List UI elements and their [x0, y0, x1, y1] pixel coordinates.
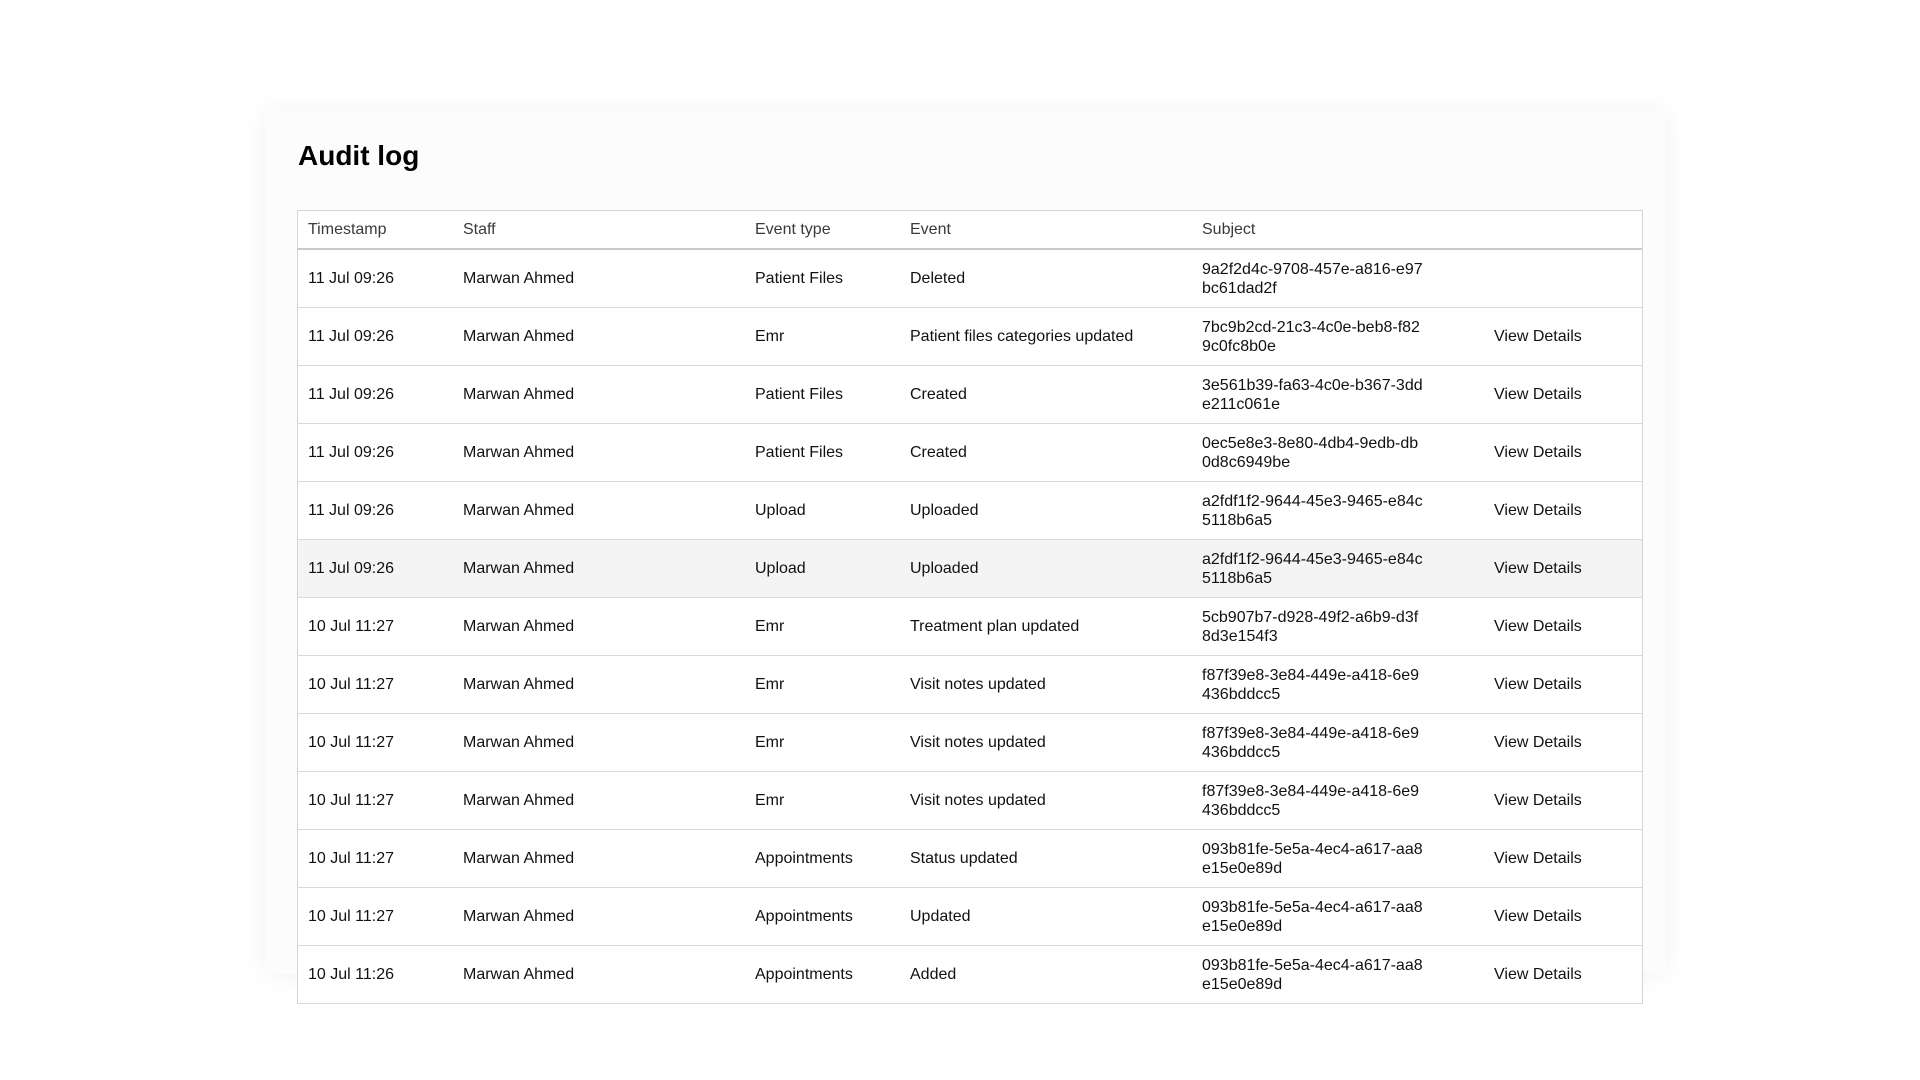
- audit-log-panel: [265, 111, 1666, 993]
- cell-event: Updated: [900, 888, 1192, 946]
- cell-timestamp: 10 Jul 11:27: [298, 772, 453, 830]
- view-details-link[interactable]: View Details: [1494, 502, 1582, 519]
- cell-event-type: Patient Files: [745, 366, 900, 424]
- column-header-subject: Subject: [1192, 211, 1484, 249]
- cell-subject: 093b81fe-5e5a-4ec4-a617-aa8e15e0e89d: [1192, 830, 1484, 888]
- cell-timestamp: 10 Jul 11:27: [298, 888, 453, 946]
- cell-staff: Marwan Ahmed: [453, 772, 745, 830]
- cell-timestamp: 11 Jul 09:26: [298, 249, 453, 308]
- cell-timestamp: 10 Jul 11:27: [298, 714, 453, 772]
- cell-event: Deleted: [900, 249, 1192, 308]
- view-details-link[interactable]: View Details: [1494, 560, 1582, 577]
- table-row: [298, 424, 1642, 482]
- table-row: [298, 482, 1642, 540]
- cell-event: Visit notes updated: [900, 772, 1192, 830]
- table-row: [298, 888, 1642, 946]
- cell-timestamp: 10 Jul 11:27: [298, 598, 453, 656]
- audit-log-table-container[interactable]: [297, 210, 1643, 1004]
- view-details-link[interactable]: View Details: [1494, 966, 1582, 983]
- cell-staff: Marwan Ahmed: [453, 656, 745, 714]
- cell-subject: 9a2f2d4c-9708-457e-a816-e97bc61dad2f: [1192, 249, 1484, 308]
- cell-timestamp: 10 Jul 11:26: [298, 946, 453, 1004]
- cell-event-type: Emr: [745, 772, 900, 830]
- cell-event-type: Emr: [745, 714, 900, 772]
- table-body: [298, 249, 1642, 1004]
- view-details-link[interactable]: View Details: [1494, 444, 1582, 461]
- table-row: [298, 249, 1642, 308]
- header-row: [298, 211, 1642, 249]
- cell-event: Patient files categories updated: [900, 308, 1192, 366]
- table-row: [298, 366, 1642, 424]
- cell-action: [1484, 830, 1642, 888]
- cell-timestamp: 10 Jul 11:27: [298, 656, 453, 714]
- audit-log-table: [298, 211, 1642, 1004]
- cell-subject: 5cb907b7-d928-49f2-a6b9-d3f8d3e154f3: [1192, 598, 1484, 656]
- cell-subject: a2fdf1f2-9644-45e3-9465-e84c5118b6a5: [1192, 540, 1484, 598]
- table-row: [298, 772, 1642, 830]
- cell-staff: Marwan Ahmed: [453, 946, 745, 1004]
- cell-staff: Marwan Ahmed: [453, 308, 745, 366]
- cell-subject: 3e561b39-fa63-4c0e-b367-3dde211c061e: [1192, 366, 1484, 424]
- cell-action: [1484, 946, 1642, 1004]
- view-details-link[interactable]: View Details: [1494, 328, 1582, 345]
- view-details-link[interactable]: View Details: [1494, 734, 1582, 751]
- cell-timestamp: 11 Jul 09:26: [298, 366, 453, 424]
- view-details-link[interactable]: View Details: [1494, 908, 1582, 925]
- cell-action: [1484, 656, 1642, 714]
- cell-action: [1484, 888, 1642, 946]
- cell-timestamp: 11 Jul 09:26: [298, 424, 453, 482]
- column-header-actions: [1484, 211, 1642, 249]
- cell-event: Uploaded: [900, 482, 1192, 540]
- cell-staff: Marwan Ahmed: [453, 249, 745, 308]
- cell-subject: f87f39e8-3e84-449e-a418-6e9436bddcc5: [1192, 656, 1484, 714]
- cell-action: [1484, 424, 1642, 482]
- cell-staff: Marwan Ahmed: [453, 540, 745, 598]
- column-header-event: Event: [900, 211, 1192, 249]
- cell-staff: Marwan Ahmed: [453, 888, 745, 946]
- cell-subject: a2fdf1f2-9644-45e3-9465-e84c5118b6a5: [1192, 482, 1484, 540]
- cell-event-type: Upload: [745, 540, 900, 598]
- cell-subject: f87f39e8-3e84-449e-a418-6e9436bddcc5: [1192, 714, 1484, 772]
- cell-subject: 093b81fe-5e5a-4ec4-a617-aa8e15e0e89d: [1192, 888, 1484, 946]
- cell-staff: Marwan Ahmed: [453, 830, 745, 888]
- view-details-link[interactable]: View Details: [1494, 792, 1582, 809]
- view-details-link[interactable]: View Details: [1494, 676, 1582, 693]
- table-row: [298, 946, 1642, 1004]
- cell-subject: 093b81fe-5e5a-4ec4-a617-aa8e15e0e89d: [1192, 946, 1484, 1004]
- column-header-timestamp: Timestamp: [298, 211, 453, 249]
- cell-event-type: Emr: [745, 656, 900, 714]
- cell-event: Treatment plan updated: [900, 598, 1192, 656]
- cell-action: [1484, 366, 1642, 424]
- cell-action: [1484, 540, 1642, 598]
- view-details-link[interactable]: View Details: [1494, 618, 1582, 635]
- table-header: [298, 211, 1642, 249]
- table-row: [298, 540, 1642, 598]
- cell-subject: 7bc9b2cd-21c3-4c0e-beb8-f829c0fc8b0e: [1192, 308, 1484, 366]
- cell-event-type: Appointments: [745, 830, 900, 888]
- cell-action: [1484, 714, 1642, 772]
- cell-event-type: Emr: [745, 598, 900, 656]
- cell-action: [1484, 772, 1642, 830]
- cell-timestamp: 10 Jul 11:27: [298, 830, 453, 888]
- view-details-link[interactable]: View Details: [1494, 386, 1582, 403]
- cell-event-type: Emr: [745, 308, 900, 366]
- cell-action: [1484, 598, 1642, 656]
- table-row: [298, 308, 1642, 366]
- cell-event-type: Patient Files: [745, 249, 900, 308]
- cell-staff: Marwan Ahmed: [453, 598, 745, 656]
- cell-event: Visit notes updated: [900, 714, 1192, 772]
- cell-subject: 0ec5e8e3-8e80-4db4-9edb-db0d8c6949be: [1192, 424, 1484, 482]
- cell-subject: f87f39e8-3e84-449e-a418-6e9436bddcc5: [1192, 772, 1484, 830]
- cell-event-type: Patient Files: [745, 424, 900, 482]
- cell-action: [1484, 482, 1642, 540]
- cell-event-type: Upload: [745, 482, 900, 540]
- table-row: [298, 830, 1642, 888]
- cell-staff: Marwan Ahmed: [453, 714, 745, 772]
- cell-timestamp: 11 Jul 09:26: [298, 308, 453, 366]
- column-header-event-type: Event type: [745, 211, 900, 249]
- cell-event: Created: [900, 424, 1192, 482]
- table-row: [298, 714, 1642, 772]
- cell-staff: Marwan Ahmed: [453, 366, 745, 424]
- cell-event-type: Appointments: [745, 946, 900, 1004]
- view-details-link[interactable]: View Details: [1494, 850, 1582, 867]
- cell-event: Status updated: [900, 830, 1192, 888]
- cell-event: Created: [900, 366, 1192, 424]
- table-row: [298, 656, 1642, 714]
- page-title: Audit log: [298, 140, 420, 171]
- table-row: [298, 598, 1642, 656]
- cell-event: Visit notes updated: [900, 656, 1192, 714]
- cell-timestamp: 11 Jul 09:26: [298, 482, 453, 540]
- cell-action: [1484, 308, 1642, 366]
- cell-staff: Marwan Ahmed: [453, 424, 745, 482]
- cell-staff: Marwan Ahmed: [453, 482, 745, 540]
- column-header-staff: Staff: [453, 211, 745, 249]
- cell-event: Added: [900, 946, 1192, 1004]
- cell-event-type: Appointments: [745, 888, 900, 946]
- cell-action: [1484, 249, 1642, 308]
- cell-timestamp: 11 Jul 09:26: [298, 540, 453, 598]
- cell-event: Uploaded: [900, 540, 1192, 598]
